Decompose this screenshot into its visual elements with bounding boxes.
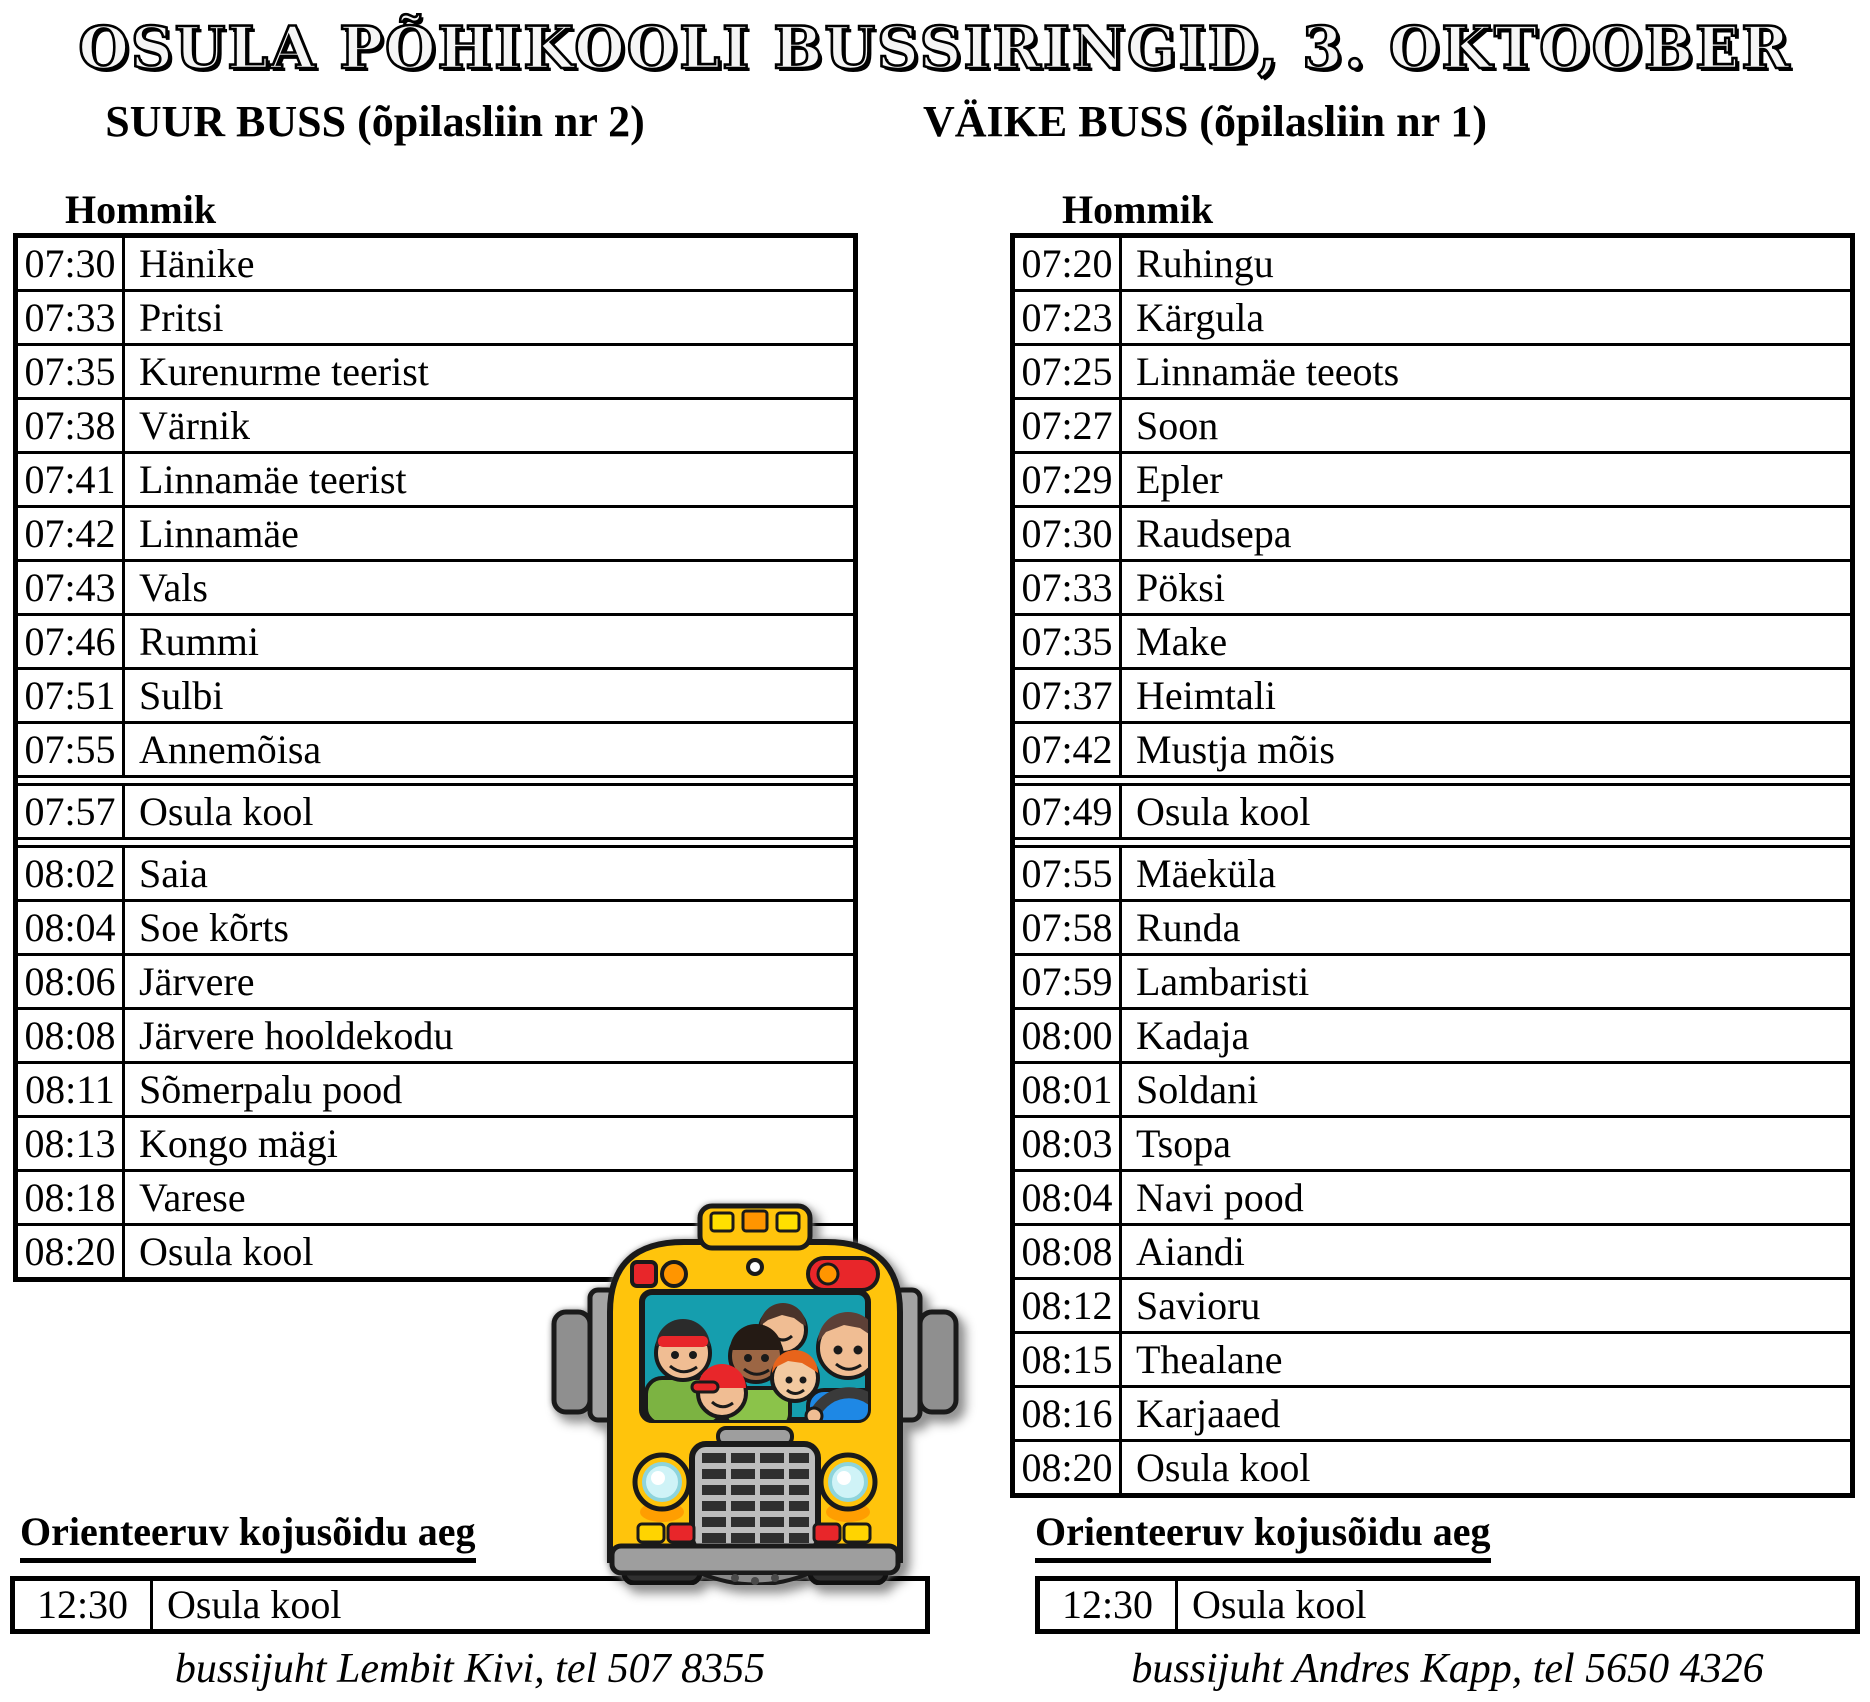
home-ride-heading-small-bus: Orienteeruv kojusõidu aeg	[1035, 1508, 1491, 1563]
home-ride-heading-big-bus: Orienteeruv kojusõidu aeg	[20, 1508, 476, 1563]
stop-name: Mustja mõis	[1136, 726, 1335, 772]
stop-name: Linnamäe	[139, 510, 299, 556]
departure-time: 07:55	[1015, 848, 1122, 899]
stop-name: Annemõisa	[139, 726, 322, 772]
departure-time: 07:58	[1015, 902, 1122, 953]
stop-name: Runda	[1136, 904, 1241, 950]
schedule-row	[18, 786, 853, 837]
departure-time: 07:42	[1015, 724, 1122, 775]
schedule-section	[15, 1581, 925, 1629]
schedule-row	[1015, 1169, 1850, 1223]
schedule-section	[18, 783, 853, 840]
departure-time: 08:12	[1015, 1280, 1122, 1331]
schedule-row	[18, 559, 853, 613]
schedule-row	[1040, 1581, 1855, 1629]
stop-name: Varese	[139, 1174, 246, 1220]
departure-time: 07:35	[1015, 616, 1122, 667]
stop-name: Soldani	[1136, 1066, 1259, 1112]
departure-time: 08:04	[1015, 1172, 1122, 1223]
bus-grille	[692, 1444, 818, 1552]
morning-heading-big-bus: Hommik	[65, 186, 216, 240]
departure-time: 07:33	[18, 292, 125, 343]
bus-roof-lights	[700, 1206, 810, 1248]
departure-time: 08:06	[18, 956, 125, 1007]
departure-time: 08:08	[18, 1010, 125, 1061]
schedule-section	[18, 238, 853, 778]
stop-name: Savioru	[1136, 1282, 1261, 1328]
departure-time: 07:30	[1015, 508, 1122, 559]
departure-time: 07:37	[1015, 670, 1122, 721]
schedule-section	[1015, 238, 1850, 778]
schedule-row	[1015, 1439, 1850, 1493]
big-bus-driver-footer: bussijuht Lembit Kivi, tel 507 8355	[174, 1646, 766, 1692]
stop-name: Saia	[139, 850, 208, 896]
schedule-row	[18, 505, 853, 559]
departure-time: 07:20	[1015, 238, 1122, 289]
schedule-row	[1015, 1277, 1850, 1331]
school-bus-illustration	[550, 1150, 960, 1585]
schedule-row	[1015, 238, 1850, 289]
schedule-row	[18, 848, 853, 899]
departure-time: 07:59	[1015, 956, 1122, 1007]
schedule-row	[1015, 721, 1850, 775]
schedule-section	[1040, 1581, 1855, 1629]
departure-time: 07:55	[18, 724, 125, 775]
stop-name: Osula kool	[139, 1228, 314, 1274]
stop-name: Osula kool	[1136, 1444, 1311, 1490]
stop-name: Karjaaed	[1136, 1390, 1281, 1436]
departure-time: 07:57	[18, 786, 125, 837]
schedule-row	[1015, 613, 1850, 667]
departure-time: 08:16	[1015, 1388, 1122, 1439]
departure-time: 08:03	[1015, 1118, 1122, 1169]
departure-time: 08:04	[18, 902, 125, 953]
schedule-row	[18, 953, 853, 1007]
stop-name: Linnamäe teerist	[139, 456, 407, 502]
stop-name: Raudsepa	[1136, 510, 1292, 556]
departure-time: 08:13	[18, 1118, 125, 1169]
departure-time: 08:00	[1015, 1010, 1122, 1061]
stop-name: Vals	[139, 564, 208, 610]
stop-name: Kadaja	[1136, 1012, 1250, 1058]
schedule-row	[1015, 1385, 1850, 1439]
departure-time: 08:20	[1015, 1442, 1122, 1493]
schedule-row	[1015, 1061, 1850, 1115]
schedule-row	[1015, 1223, 1850, 1277]
stop-name: Sulbi	[139, 672, 224, 718]
stop-name: Pritsi	[139, 294, 224, 340]
stop-name: Kongo mägi	[139, 1120, 338, 1166]
departure-time: 08:08	[1015, 1226, 1122, 1277]
schedule-row	[1015, 397, 1850, 451]
schedule-row	[1015, 899, 1850, 953]
stop-name: Linnamäe teeots	[1136, 348, 1400, 394]
schedule-row	[18, 451, 853, 505]
stop-name: Ruhingu	[1136, 240, 1274, 286]
small-bus-morning-table	[1010, 233, 1855, 1498]
departure-time: 08:11	[18, 1064, 125, 1115]
schedule-row	[1015, 1115, 1850, 1169]
departure-time: 12:30	[15, 1581, 153, 1629]
departure-time: 07:42	[18, 508, 125, 559]
stop-name: Navi pood	[1136, 1174, 1304, 1220]
schedule-row	[1015, 786, 1850, 837]
schedule-row	[1015, 1331, 1850, 1385]
schedule-row	[18, 899, 853, 953]
big-bus-subtitle: SUUR BUSS (õpilasliin nr 2)	[105, 97, 645, 146]
schedule-row	[18, 667, 853, 721]
departure-time: 07:43	[18, 562, 125, 613]
departure-time: 07:27	[1015, 400, 1122, 451]
stop-name: Osula kool	[167, 1582, 342, 1627]
stop-name: Tsopa	[1136, 1120, 1231, 1166]
schedule-row	[1015, 953, 1850, 1007]
departure-time: 07:25	[1015, 346, 1122, 397]
departure-time: 07:49	[1015, 786, 1122, 837]
schedule-row	[18, 289, 853, 343]
departure-time: 07:23	[1015, 292, 1122, 343]
departure-time: 07:30	[18, 238, 125, 289]
stop-name: Värnik	[139, 402, 251, 448]
schedule-row	[1015, 451, 1850, 505]
small-bus-driver-footer: bussijuht Andres Kapp, tel 5650 4326	[1131, 1646, 1764, 1692]
schedule-row	[18, 613, 853, 667]
departure-time: 07:46	[18, 616, 125, 667]
schedule-row	[18, 721, 853, 775]
stop-name: Hänike	[139, 240, 255, 286]
schedule-row	[1015, 343, 1850, 397]
schedule-row	[1015, 667, 1850, 721]
stop-name: Heimtali	[1136, 672, 1276, 718]
stop-name: Sõmerpalu pood	[139, 1066, 403, 1112]
schedule-row	[18, 1061, 853, 1115]
departure-time: 07:33	[1015, 562, 1122, 613]
stop-name: Soe kõrts	[139, 904, 289, 950]
big-bus-morning-table	[13, 233, 858, 1282]
schedule-row	[15, 1581, 925, 1629]
stop-name: Osula kool	[139, 788, 314, 834]
bus-tag-hole	[748, 1260, 762, 1274]
schedule-row	[18, 1007, 853, 1061]
schedule-row	[1015, 289, 1850, 343]
schedule-row	[1015, 848, 1850, 899]
departure-time: 08:01	[1015, 1064, 1122, 1115]
schedule-row	[1015, 559, 1850, 613]
schedule-row	[18, 397, 853, 451]
schedule-section	[1015, 783, 1850, 840]
schedule-section	[1015, 845, 1850, 1493]
stop-name: Epler	[1136, 456, 1223, 502]
stop-name: Osula kool	[1192, 1582, 1367, 1627]
departure-time: 08:02	[18, 848, 125, 899]
departure-time: 07:29	[1015, 454, 1122, 505]
stop-name: Aiandi	[1136, 1228, 1245, 1274]
departure-time: 08:18	[18, 1172, 125, 1223]
stop-name: Rummi	[139, 618, 260, 664]
departure-time: 07:41	[18, 454, 125, 505]
schedule-row	[1015, 505, 1850, 559]
stop-name: Osula kool	[1136, 788, 1311, 834]
morning-heading-small-bus: Hommik	[1062, 186, 1213, 240]
stop-name: Soon	[1136, 402, 1219, 448]
stop-name: Pöksi	[1136, 564, 1225, 610]
bus-children	[646, 1303, 894, 1438]
bus-windshield	[642, 1292, 894, 1438]
schedule-row	[1015, 1007, 1850, 1061]
schedule-row	[18, 343, 853, 397]
departure-time: 07:51	[18, 670, 125, 721]
small-bus-home-table	[1035, 1576, 1860, 1634]
stop-name: Lambaristi	[1136, 958, 1310, 1004]
departure-time: 08:15	[1015, 1334, 1122, 1385]
departure-time: 07:35	[18, 346, 125, 397]
stop-name: Järvere hooldekodu	[139, 1012, 454, 1058]
departure-time: 07:38	[18, 400, 125, 451]
departure-time: 08:20	[18, 1226, 125, 1277]
stop-name: Make	[1136, 618, 1228, 664]
schedule-row	[18, 238, 853, 289]
stop-name: Kurenurme teerist	[139, 348, 429, 394]
departure-time: 12:30	[1040, 1581, 1178, 1629]
stop-name: Mäeküla	[1136, 850, 1276, 896]
page-title: OSULA PÕHIKOOLI BUSSIRINGID, 3. OKTOOBER	[78, 14, 1792, 82]
stop-name: Järvere	[139, 958, 255, 1004]
stop-name: Kärgula	[1136, 294, 1265, 340]
small-bus-subtitle: VÄIKE BUSS (õpilasliin nr 1)	[922, 97, 1488, 146]
stop-name: Thealane	[1136, 1336, 1283, 1382]
